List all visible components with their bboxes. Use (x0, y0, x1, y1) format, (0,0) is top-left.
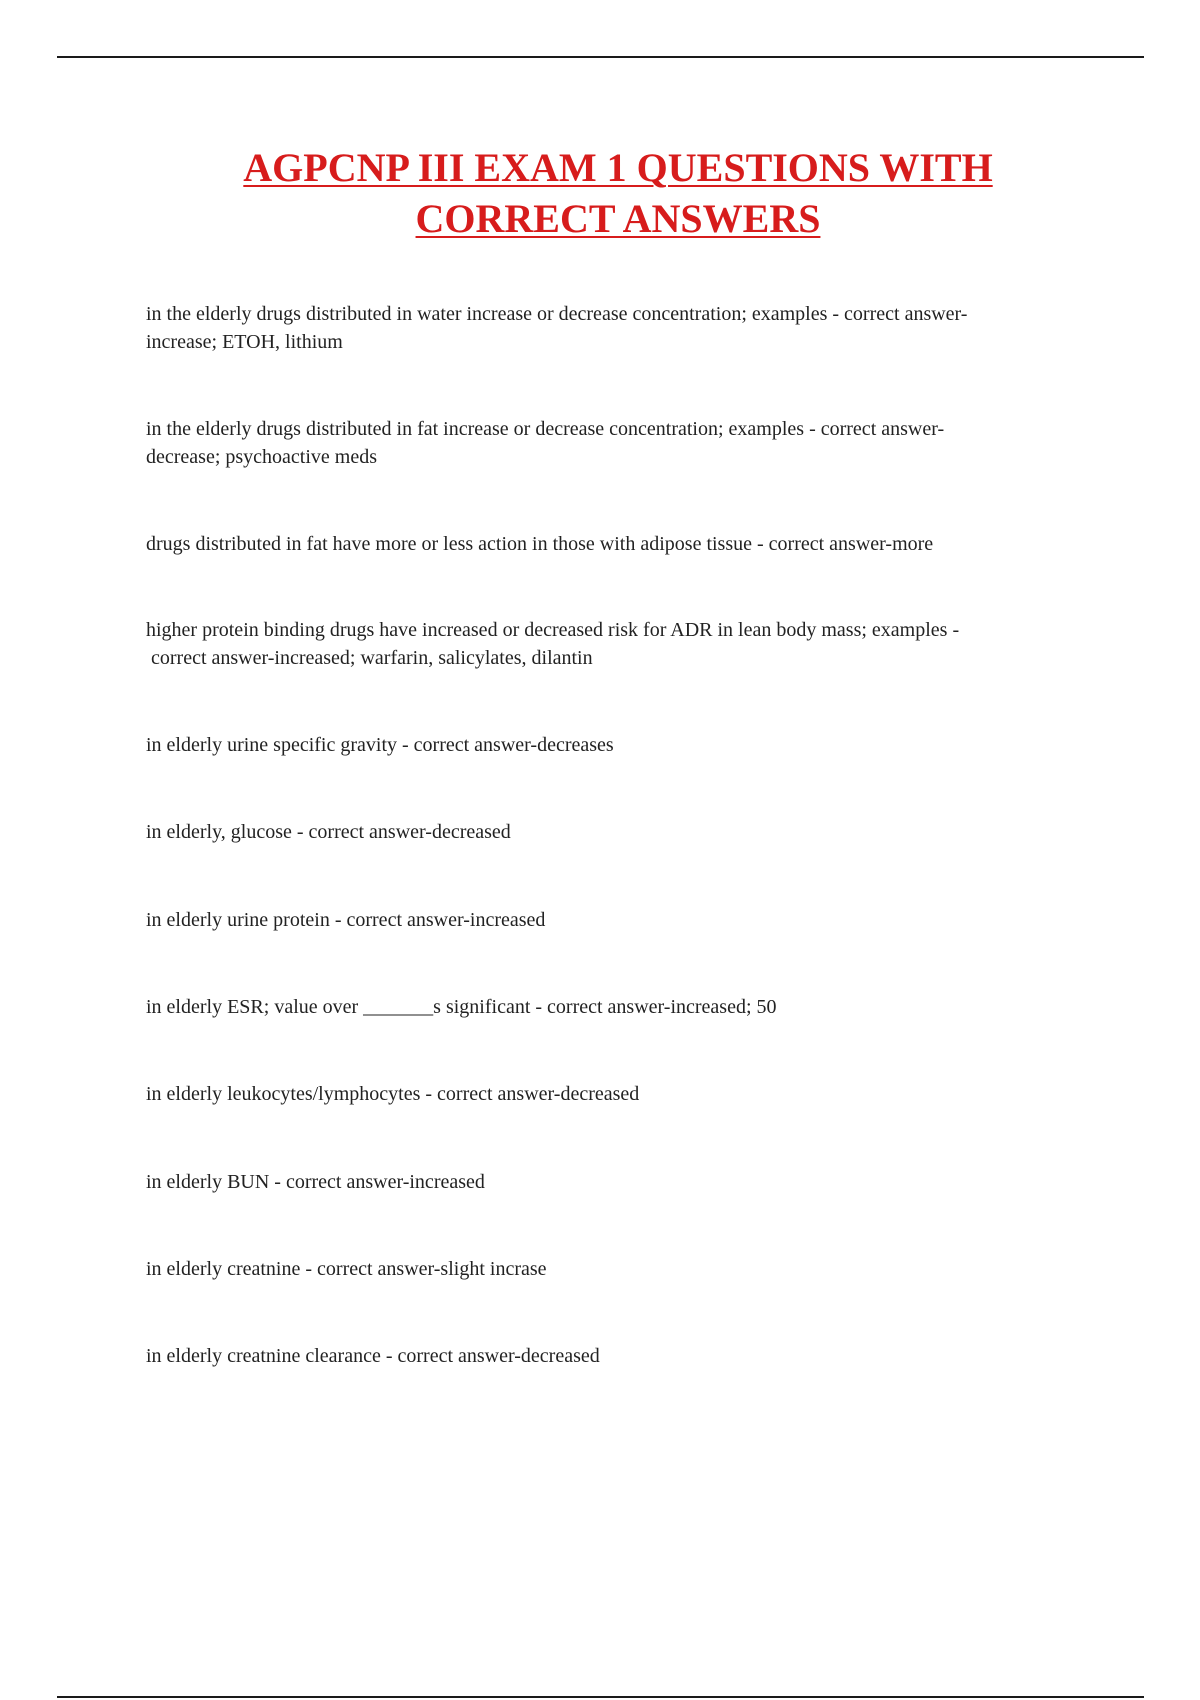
qa-item-4: higher protein binding drugs have increased or decreased risk for ADR in lean body mass; examples - correct answer-increased; warfarin, salicylates, dilantin (146, 619, 960, 669)
title-line-1: AGPCNP III EXAM 1 QUESTIONS WITH (243, 145, 993, 190)
qa-item-3: drugs distributed in fat have more or less action in those with adipose tissue - correct answer-more (146, 533, 934, 555)
qa-item-7: in elderly urine protein - correct answer-increased (146, 909, 546, 931)
qa-item-2: in the elderly drugs distributed in fat increase or decrease concentration; examples - correct answer- decrease; psychoactive meds (146, 418, 945, 468)
qa-item-12: in elderly creatnine clearance - correct answer-decreased (146, 1345, 600, 1367)
qa-item-1: in the elderly drugs distributed in water increase or decrease concentration; examples - correct answer- increase; ETOH, lithium (146, 303, 968, 353)
qa-item-5: in elderly urine specific gravity - correct answer-decreases (146, 734, 614, 756)
top-rule (57, 56, 1144, 58)
document-title (0, 142, 1200, 244)
qa-item-11: in elderly creatnine - correct answer-slight incrase (146, 1258, 547, 1280)
title-line-2: CORRECT ANSWERS (415, 196, 821, 241)
qa-item-6: in elderly, glucose - correct answer-decreased (146, 821, 511, 843)
qa-item-8: in elderly ESR; value over _______s significant - correct answer-increased; 50 (146, 996, 777, 1018)
bottom-rule (57, 1696, 1144, 1698)
qa-item-10: in elderly BUN - correct answer-increased (146, 1171, 485, 1193)
qa-item-9: in elderly leukocytes/lymphocytes - correct answer-decreased (146, 1083, 640, 1105)
